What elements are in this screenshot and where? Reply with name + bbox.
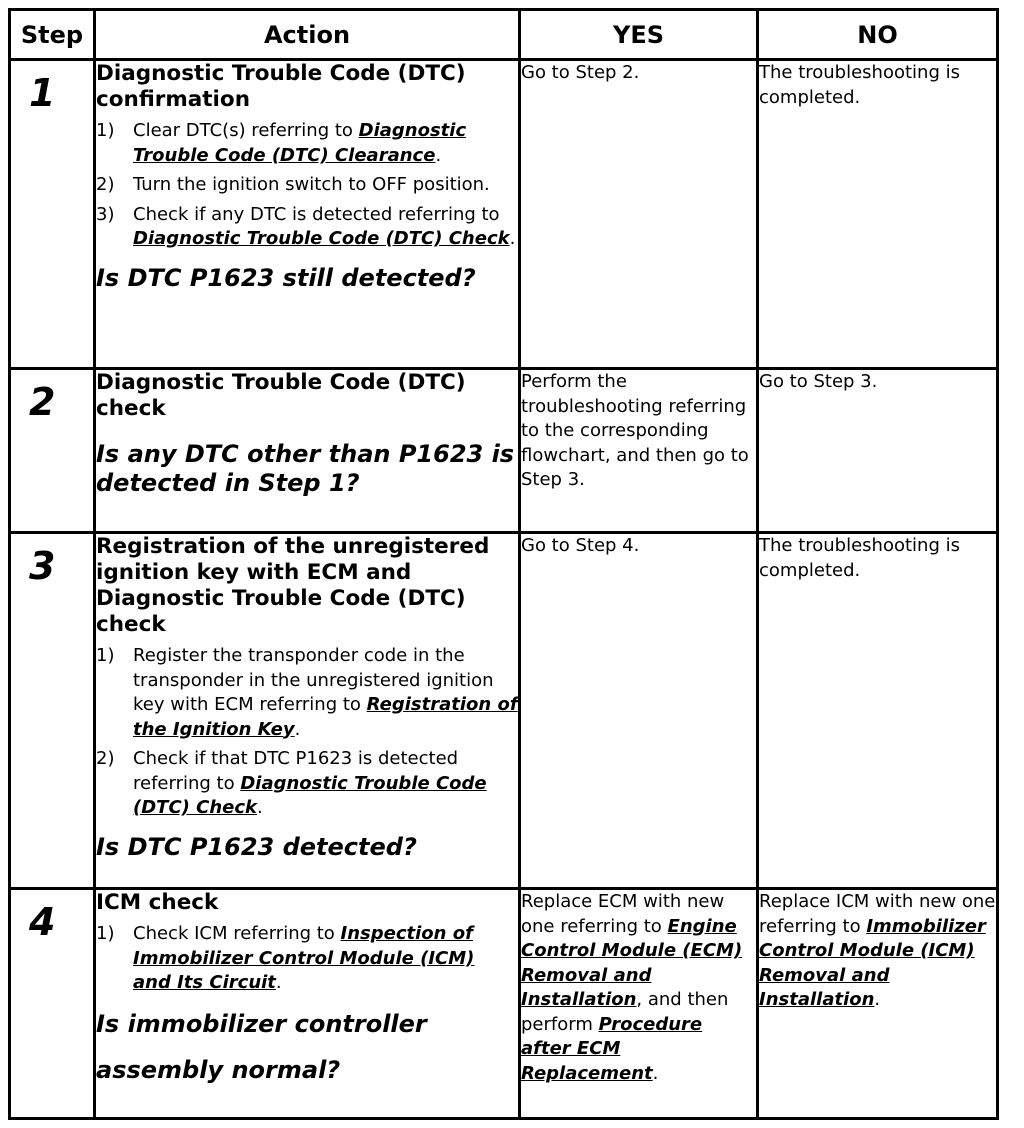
no-cell: The troubleshooting is completed.: [758, 60, 998, 369]
list-item: 2) Check if that DTC P1623 is detected referring to Diagnostic Trouble Code (DTC) Check.: [96, 748, 487, 818]
question-text: Is any DTC other than P1623 is detected in Step 1?: [96, 440, 515, 497]
header-row: [10, 10, 998, 60]
registration-link[interactable]: Registration of the Ignition Key: [133, 694, 518, 740]
action-cell: [95, 369, 520, 533]
list-item: 1) Clear DTC(s) referring to Diagnostic Trouble Code (DTC) Clearance.: [96, 120, 467, 166]
step-number: 3: [29, 544, 56, 588]
ecm-procedure-link[interactable]: Procedure after ECM Replacement: [521, 1013, 703, 1084]
list-item: 1) Register the transponder code in the transponder in the unregistered ignition key with ECM referring to Registration of the Ignition Key.: [96, 645, 518, 740]
action-steps: [96, 119, 518, 252]
troubleshooting-table: [8, 8, 999, 1120]
table-row: [10, 60, 998, 369]
table-row: [10, 533, 998, 889]
ecm-removal-link[interactable]: Engine Control Module (ECM) Removal and Installation: [521, 915, 743, 1010]
icm-inspection-link[interactable]: Inspection of Immobilizer Control Module (ICM) and Its Circuit: [133, 923, 475, 993]
list-item: 1) Check ICM referring to Inspection of Immobilizer Control Module (ICM) and Its Circuit.: [96, 923, 475, 993]
action-title: Diagnostic Trouble Code (DTC) check: [96, 370, 466, 421]
no-cell: The troubleshooting is completed.: [758, 533, 998, 889]
table-row: [10, 889, 998, 1119]
action-steps: [96, 644, 518, 821]
question-text: Is DTC P1623 detected?: [96, 832, 417, 861]
list-item: 2) Turn the ignition switch to OFF position.: [96, 174, 490, 195]
clearance-link[interactable]: Diagnostic Trouble Code (DTC) Clearance: [133, 120, 467, 166]
yes-cell: Go to Step 4.: [520, 533, 758, 889]
action-cell: [95, 533, 520, 889]
no-cell: Go to Step 3.: [758, 369, 998, 533]
question-text: Is immobilizer controller assembly normal?: [96, 1009, 427, 1084]
no-cell: Replace ICM with new one referring to Immobilizer Control Module (ICM) Removal and Installation.: [758, 889, 998, 1119]
yes-cell: Replace ECM with new one referring to Engine Control Module (ECM) Removal and Installation, and then perform Procedure after ECM Replacement.: [520, 889, 758, 1119]
step-number: 1: [29, 71, 56, 115]
yes-cell: Perform the troubleshooting referring to the corresponding flowchart, and then go to Step 3.: [520, 369, 758, 533]
header-no: NO: [758, 10, 998, 60]
list-item: 3) Check if any DTC is detected referring to Diagnostic Trouble Code (DTC) Check.: [96, 203, 516, 249]
action-title: Diagnostic Trouble Code (DTC) confirmation: [96, 61, 466, 112]
action-title: Registration of the unregistered ignition key with ECM and Diagnostic Trouble Code (DTC) check: [96, 534, 490, 637]
header-action: Action: [95, 10, 520, 60]
step-number: 4: [29, 900, 56, 944]
action-steps: [96, 922, 518, 996]
action-title: ICM check: [96, 890, 219, 915]
action-cell: [95, 889, 520, 1119]
dtc-check-link[interactable]: Diagnostic Trouble Code (DTC) Check: [133, 772, 487, 818]
question-text: Is DTC P1623 still detected?: [96, 263, 476, 292]
yes-cell: Go to Step 2.: [520, 60, 758, 369]
header-step: Step: [10, 10, 95, 60]
header-yes: YES: [520, 10, 758, 60]
action-cell: [95, 60, 520, 369]
table-row: [10, 369, 998, 533]
dtc-check-link[interactable]: Diagnostic Trouble Code (DTC) Check: [133, 228, 510, 249]
icm-removal-link[interactable]: Immobilizer Control Module (ICM) Removal and Installation: [759, 915, 986, 1010]
step-number: 2: [29, 380, 56, 424]
